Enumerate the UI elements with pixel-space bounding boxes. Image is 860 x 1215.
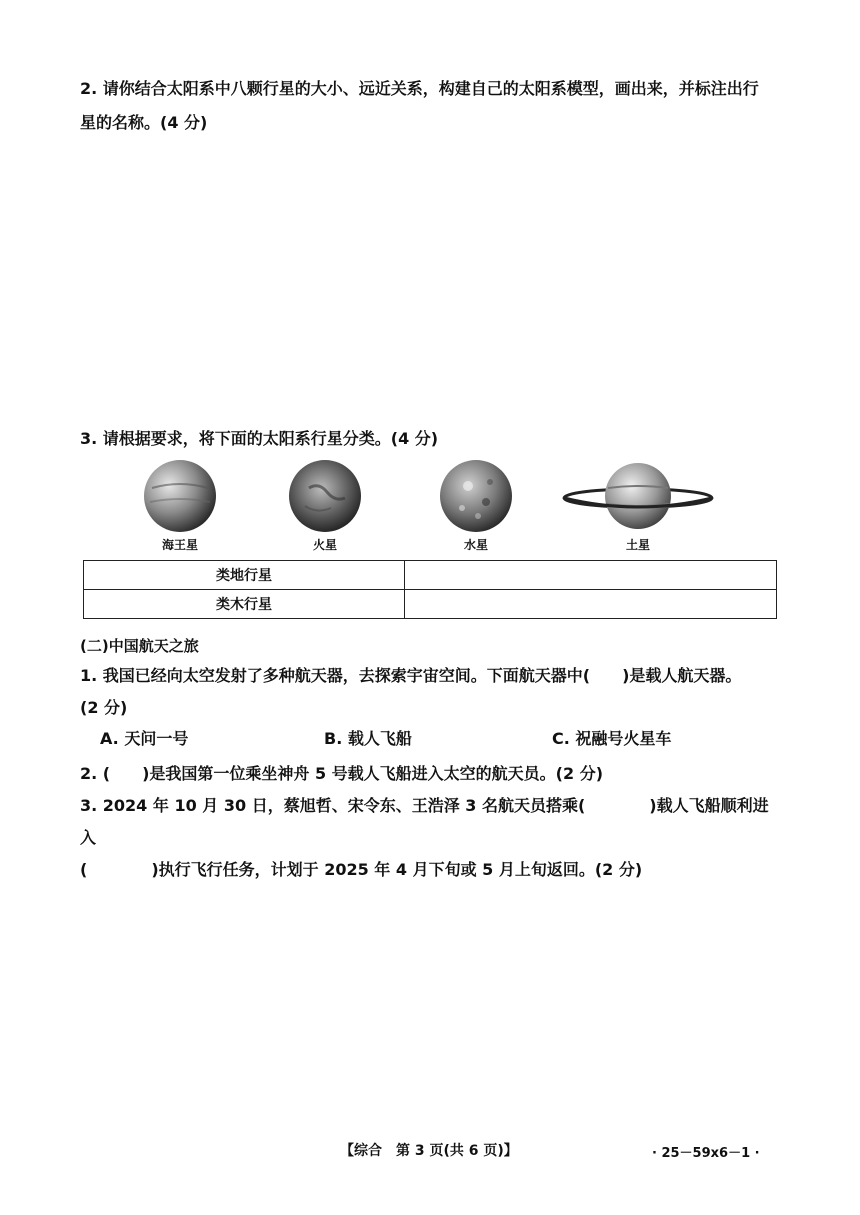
planet-neptune <box>142 458 218 552</box>
space-question-1 <box>80 660 780 724</box>
answer-cell-jovian[interactable] <box>405 590 777 619</box>
planet-label-neptune: 海王星 <box>161 538 198 552</box>
space-question-3-line-2: ( )执行飞行任务，计划于 2025 年 4 月下旬或 5 月上旬返回。(2 分) <box>80 860 643 879</box>
table-row <box>84 590 777 619</box>
options-row <box>100 726 720 756</box>
space-question-1-line-1: 1. 我国已经向太空发射了多种航天器，去探索宇宙空间。下面航天器中( )是载人航天器。 <box>80 666 742 685</box>
question-2-line-2: 星的名称。(4 分) <box>80 113 208 132</box>
saturn-icon <box>562 458 714 534</box>
space-question-1-line-2: (2 分) <box>80 698 128 717</box>
planet-mars <box>287 458 363 552</box>
space-question-3 <box>80 790 780 886</box>
question-2 <box>80 72 780 140</box>
planet-label-mercury: 水星 <box>463 538 488 552</box>
paper-code: · 25－59x6－1 · <box>652 1146 760 1161</box>
planet-label-mars: 火星 <box>312 538 337 552</box>
table-row <box>84 561 777 590</box>
space-question-2: 2. ( )是我国第一位乘坐神舟 5 号载人飞船进入太空的航天员。(2 分) <box>80 764 604 783</box>
mercury-icon <box>438 458 514 534</box>
question-3-prompt: 3. 请根据要求，将下面的太阳系行星分类。(4 分) <box>80 429 439 448</box>
page-footer: 【综合 第 3 页(共 6 页)】 <box>340 1143 518 1159</box>
space-question-3-line-1: 3. 2024 年 10 月 30 日，蔡旭哲、宋令东、王浩泽 3 名航天员搭乘( )载人飞船顺利进入 <box>80 796 769 847</box>
category-jovian: 类木行星 <box>84 590 405 619</box>
mars-icon <box>287 458 363 534</box>
neptune-icon <box>142 458 218 534</box>
classification-table <box>83 560 777 619</box>
answer-cell-terrestrial[interactable] <box>405 561 777 590</box>
question-2-line-1: 2. 请你结合太阳系中八颗行星的大小、远近关系，构建自己的太阳系模型，画出来，并标注出行 <box>80 79 759 98</box>
category-terrestrial: 类地行星 <box>84 561 405 590</box>
option-a: A. 天问一号 <box>100 729 189 748</box>
planet-label-saturn: 土星 <box>625 538 650 552</box>
planet-mercury <box>438 458 514 552</box>
option-c: C. 祝融号火星车 <box>552 729 672 748</box>
option-b: B. 载人飞船 <box>324 729 412 748</box>
section-title: (二)中国航天之旅 <box>80 637 199 655</box>
planet-saturn <box>562 458 714 552</box>
planet-images <box>84 458 778 558</box>
